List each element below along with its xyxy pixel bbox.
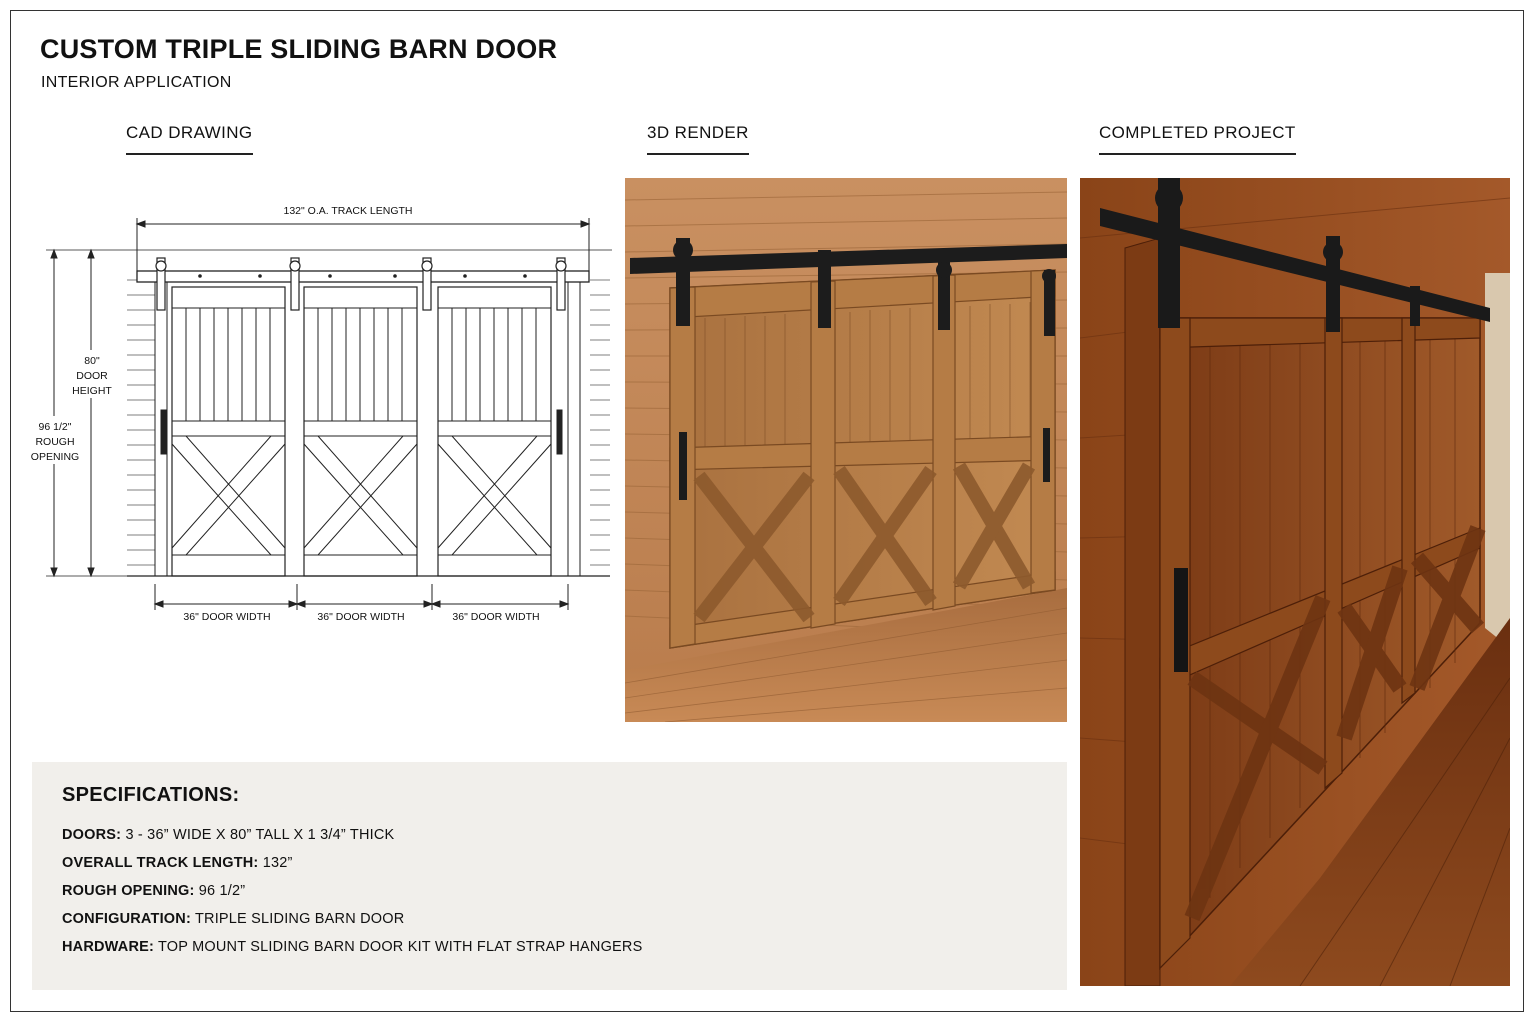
cad-door-width-label-3: 36" DOOR WIDTH bbox=[452, 611, 540, 623]
spec-label: CONFIGURATION: bbox=[62, 911, 191, 927]
spec-configuration bbox=[62, 905, 1037, 933]
completed-project-photo bbox=[1080, 178, 1510, 986]
cad-section-heading: CAD DRAWING bbox=[126, 123, 253, 155]
cad-hangers bbox=[156, 258, 566, 310]
cad-door-height-label-2: HEIGHT bbox=[72, 385, 112, 397]
specifications-panel bbox=[32, 762, 1067, 990]
spec-hardware bbox=[62, 933, 1037, 961]
cad-door-1 bbox=[161, 287, 285, 576]
page-subtitle: INTERIOR APPLICATION bbox=[41, 74, 232, 91]
cad-track bbox=[137, 271, 589, 282]
render-section-heading: 3D RENDER bbox=[647, 123, 749, 155]
spec-label: HARDWARE: bbox=[62, 939, 155, 955]
spec-value: 96 1/2” bbox=[198, 883, 246, 899]
specifications-heading: SPECIFICATIONS: bbox=[62, 784, 240, 806]
cad-door-handle bbox=[557, 410, 562, 454]
cad-right-casing bbox=[568, 282, 580, 576]
cad-door-width-label-2: 36" DOOR WIDTH bbox=[317, 611, 405, 623]
photo-far-room bbox=[1485, 273, 1510, 648]
cad-door-width-label-1: 36" DOOR WIDTH bbox=[183, 611, 271, 623]
spec-value: 3 - 36” WIDE X 80” TALL X 1 3/4” THICK bbox=[125, 827, 395, 843]
spec-label: ROUGH OPENING: bbox=[62, 883, 195, 899]
spec-doors bbox=[62, 821, 1037, 849]
page-title: CUSTOM TRIPLE SLIDING BARN DOOR bbox=[40, 34, 558, 64]
spec-label: DOORS: bbox=[62, 827, 122, 843]
spec-rough-opening bbox=[62, 877, 1037, 905]
cad-rough-opening-label-2: OPENING bbox=[30, 451, 80, 463]
cad-rough-opening-label-1: ROUGH bbox=[35, 436, 75, 448]
completed-section-heading: COMPLETED PROJECT bbox=[1099, 123, 1296, 155]
cad-rough-opening-value: 96 1/2" bbox=[38, 421, 72, 433]
spec-value: TOP MOUNT SLIDING BARN DOOR KIT WITH FLAT STRAP HANGERS bbox=[157, 939, 643, 955]
cad-door-height-label-1: DOOR bbox=[76, 370, 108, 382]
render-handle-right bbox=[1043, 428, 1050, 482]
cad-door-3 bbox=[438, 287, 562, 576]
cad-wall-siding bbox=[127, 280, 610, 565]
render-image bbox=[625, 178, 1067, 722]
spec-value: 132” bbox=[262, 855, 293, 871]
cad-door-2 bbox=[304, 287, 417, 576]
cad-door-height-value: 80" bbox=[84, 355, 100, 367]
cad-track-length-label: 132" O.A. TRACK LENGTH bbox=[283, 205, 413, 217]
cad-door-handle bbox=[161, 410, 166, 454]
photo-handle bbox=[1174, 568, 1188, 672]
render-handle-left bbox=[679, 432, 687, 500]
spec-label: OVERALL TRACK LENGTH: bbox=[62, 855, 259, 871]
spec-track-length bbox=[62, 849, 1037, 877]
spec-value: TRIPLE SLIDING BARN DOOR bbox=[194, 911, 405, 927]
cad-drawing bbox=[20, 195, 620, 625]
